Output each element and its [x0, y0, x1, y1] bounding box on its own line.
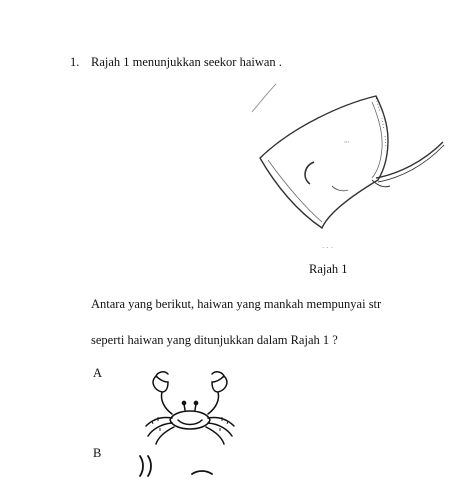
- svg-text:· · ·: · · ·: [322, 244, 334, 252]
- question-text-line2: seperti haiwan yang ditunjukkan dalam Rajah 1 ?: [91, 333, 338, 347]
- option-a-label: A: [93, 366, 103, 380]
- stingray-icon: [238, 82, 448, 252]
- crab-icon[interactable]: [130, 368, 250, 453]
- option-b-label: B: [93, 446, 102, 460]
- svg-text:''': ''': [344, 140, 350, 148]
- partial-animal-icon[interactable]: [130, 452, 220, 481]
- question-number: 1.: [70, 55, 80, 69]
- question-stem: Rajah 1 menunjukkan seekor haiwan .: [91, 55, 282, 69]
- question-text-line1: Antara yang berikut, haiwan yang mankah mempunyai str: [91, 297, 382, 311]
- figure-caption: Rajah 1: [309, 262, 348, 276]
